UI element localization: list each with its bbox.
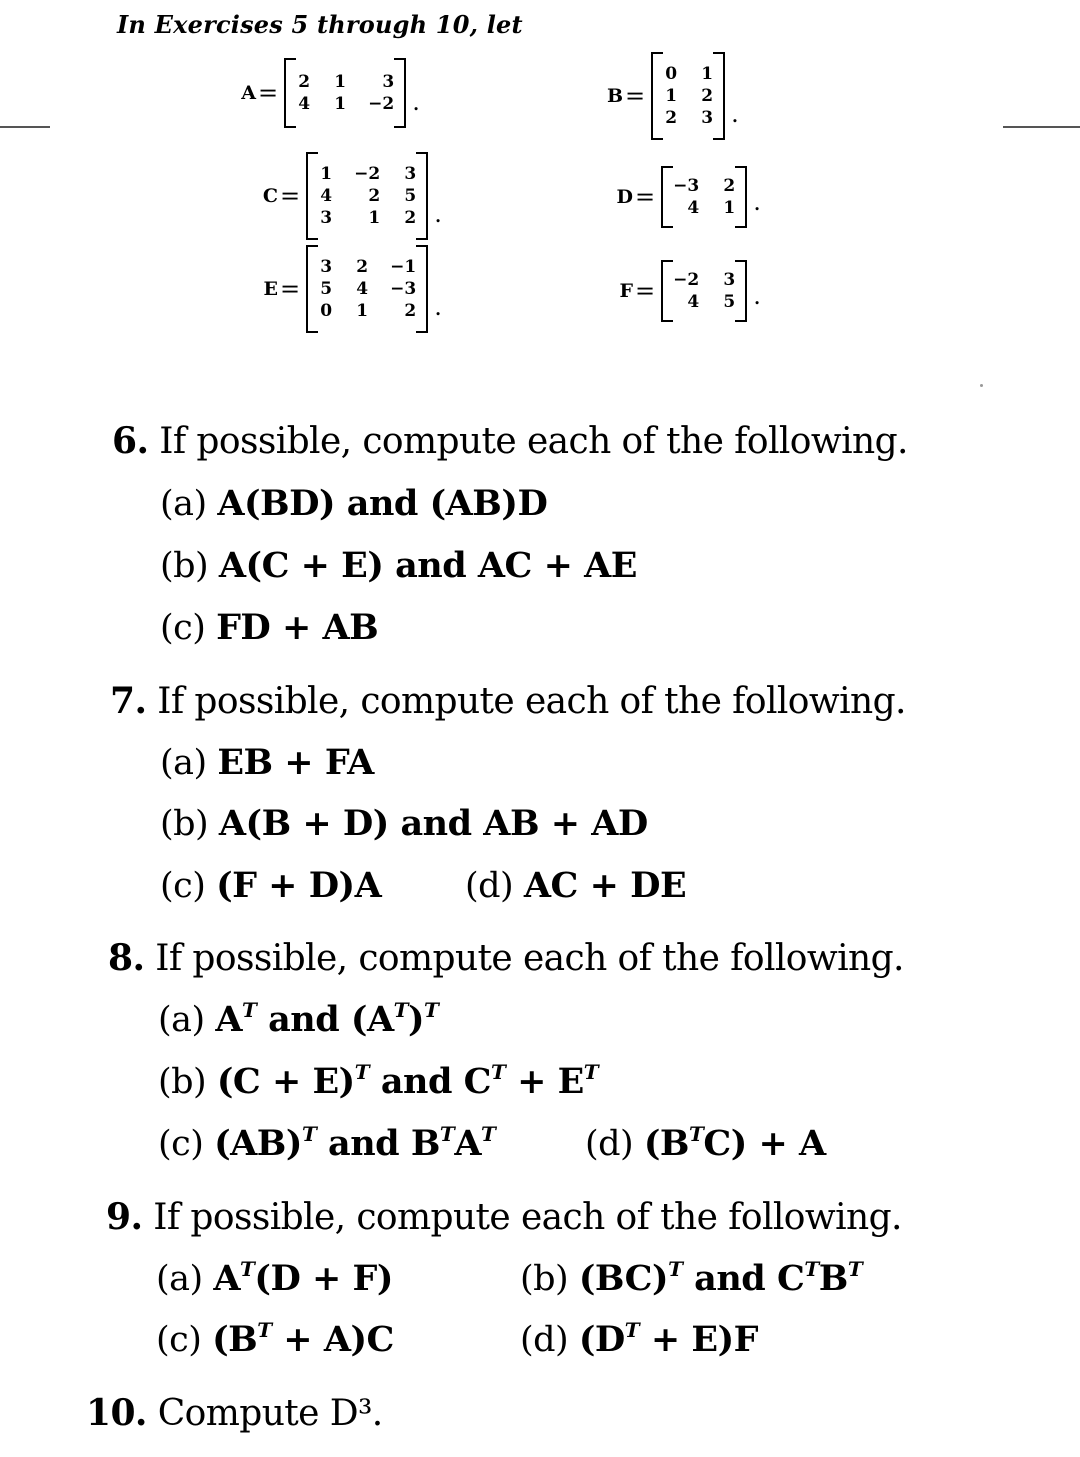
matrix-entry: 2: [701, 86, 714, 106]
matrix-body: [306, 245, 428, 333]
part-expression: A(C + E) and AC + AE: [218, 545, 637, 586]
part-expression: (AB)$^T$ and $B^TA^T$: [214, 1122, 496, 1164]
exercise-number: 8.: [108, 937, 145, 979]
exercise-text: If possible, compute each of the following.: [159, 421, 908, 462]
matrix-entry: 2: [404, 208, 417, 228]
matrix-entry: −3: [390, 279, 417, 299]
right-bracket: [735, 260, 747, 322]
matrix-body: [651, 52, 725, 140]
matrix-entry: 1: [723, 198, 736, 218]
matrix-entry: 3: [723, 270, 736, 290]
matrix-entry: 5: [320, 279, 333, 299]
matrix-a-definition: [218, 58, 420, 128]
left-bracket: [661, 166, 673, 228]
exercise-9b: [520, 1257, 862, 1299]
matrix-c-definition: [240, 152, 442, 240]
matrix-punctuation: .: [753, 282, 761, 310]
part-label: (c): [160, 866, 206, 906]
matrix-entry: 4: [320, 186, 333, 206]
matrix-name: A: [241, 82, 256, 104]
part-label: (b): [520, 1259, 569, 1299]
part-expression: $(B^TC) + A$: [643, 1122, 826, 1164]
matrix-entry: −2: [354, 164, 381, 184]
exercise-6c: [160, 607, 378, 648]
left-bracket: [306, 245, 318, 333]
matrix-b-definition: [585, 52, 739, 140]
intro-text: In Exercises 5 through 10, let: [117, 10, 523, 39]
matrix-entry: 1: [356, 301, 369, 321]
left-bracket: [661, 260, 673, 322]
matrix-punctuation: .: [731, 100, 739, 128]
exercise-7c: [160, 865, 381, 906]
exercise-9a: [156, 1257, 393, 1299]
matrix-entry: 4: [687, 198, 700, 218]
exercise-10-prompt: [86, 1392, 383, 1434]
part-label: (b): [160, 804, 209, 844]
matrix-entry: 0: [665, 64, 678, 84]
matrix-entry: −1: [390, 257, 417, 277]
part-label: (d): [585, 1124, 634, 1164]
matrix-f-definition: [595, 260, 761, 322]
matrix-entry: 2: [356, 257, 369, 277]
right-bracket: [394, 58, 406, 128]
exercise-number: 7.: [110, 680, 147, 722]
matrix-name: B: [606, 85, 623, 107]
matrix-punctuation: .: [753, 188, 761, 216]
exercise-text: If possible, compute each of the following.: [153, 1197, 902, 1238]
part-expression: $A^T(D + F)$: [213, 1257, 393, 1299]
part-label: (d): [465, 866, 514, 906]
part-label: (b): [158, 1062, 207, 1102]
matrix-name: C: [262, 185, 278, 207]
part-label: (a): [158, 1000, 205, 1040]
exercise-9c: [156, 1318, 394, 1360]
matrix-entry: 1: [334, 94, 347, 114]
exercise-8d: [585, 1122, 826, 1164]
part-label: (b): [160, 546, 209, 586]
matrix-body: [284, 58, 406, 128]
matrix-entry: 4: [298, 94, 311, 114]
part-label: (d): [520, 1320, 569, 1360]
equals-sign: =: [635, 183, 656, 211]
matrix-entry: 3: [404, 164, 417, 184]
stray-dot: [980, 384, 983, 387]
matrix-entry: 2: [298, 72, 311, 92]
exercise-6-prompt: [112, 420, 908, 462]
part-label: (c): [158, 1124, 204, 1164]
part-expression: A(BD) and (AB)D: [217, 483, 548, 524]
exercise-7b: [160, 803, 648, 844]
matrix-body: [306, 152, 428, 240]
matrix-body: [661, 166, 747, 228]
matrix-entry: 1: [320, 164, 333, 184]
exercise-9-prompt: [106, 1196, 902, 1238]
exercise-text: Compute D³.: [157, 1393, 383, 1434]
exercise-8b: [158, 1060, 598, 1102]
matrix-punctuation: .: [434, 293, 442, 321]
part-label: (c): [156, 1320, 202, 1360]
matrix-entry: −3: [673, 176, 700, 196]
part-expression: A(B + D) and AB + AD: [218, 803, 648, 844]
matrix-entry: 2: [723, 176, 736, 196]
matrix-entry: 4: [356, 279, 369, 299]
matrix-name: F: [619, 280, 633, 302]
exercise-7d: [465, 865, 686, 906]
exercise-8c: [158, 1122, 495, 1164]
part-expression: $(D^T + E)F$: [578, 1318, 758, 1360]
exercise-7-prompt: [110, 680, 906, 722]
matrix-entry: 1: [701, 64, 714, 84]
matrix-entry: 0: [320, 301, 333, 321]
matrix-entry: −2: [368, 94, 395, 114]
exercise-8a: [158, 998, 438, 1040]
exercise-text: If possible, compute each of the following.: [155, 938, 904, 979]
matrix-d-definition: [595, 166, 761, 228]
matrix-body: [661, 260, 747, 322]
matrix-entry: 3: [701, 108, 714, 128]
part-expression: EB + FA: [217, 742, 374, 783]
left-bracket: [651, 52, 663, 140]
matrix-entry: 5: [404, 186, 417, 206]
equals-sign: =: [280, 275, 301, 303]
exercise-7a: [160, 742, 374, 783]
equals-sign: =: [280, 182, 301, 210]
matrix-punctuation: .: [412, 88, 420, 116]
part-expression: (BC)$^T$ and $C^TB^T$: [578, 1257, 863, 1299]
right-bracket: [735, 166, 747, 228]
exercise-number: 10.: [86, 1392, 147, 1434]
right-rule: [1003, 126, 1080, 128]
matrix-entry: −2: [673, 270, 700, 290]
part-expression: $(B^T + A)C$: [212, 1318, 394, 1360]
matrix-entry: 3: [320, 257, 333, 277]
matrix-name: E: [263, 278, 278, 300]
part-expression: FD + AB: [216, 607, 379, 648]
exercise-9d: [520, 1318, 758, 1360]
equals-sign: =: [258, 79, 279, 107]
left-bracket: [306, 152, 318, 240]
matrix-entry: 4: [687, 292, 700, 312]
exercise-number: 6.: [112, 420, 149, 462]
part-label: (a): [160, 743, 207, 783]
part-expression: $A^T$ and $(A^T)^T$: [215, 998, 439, 1040]
matrix-entry: 3: [320, 208, 333, 228]
left-bracket: [284, 58, 296, 128]
right-bracket: [713, 52, 725, 140]
part-expression: AC + DE: [523, 865, 687, 906]
matrix-entry: 2: [404, 301, 417, 321]
part-expression: $(C + E)^T$ and $C^T + E^T$: [216, 1060, 599, 1102]
matrix-entry: 5: [723, 292, 736, 312]
part-label: (a): [160, 484, 207, 524]
right-bracket: [416, 245, 428, 333]
left-rule: [0, 126, 50, 128]
matrix-entry: 1: [334, 72, 347, 92]
equals-sign: =: [625, 82, 646, 110]
exercise-number: 9.: [106, 1196, 143, 1238]
part-label: (a): [156, 1259, 203, 1299]
matrix-entry: 2: [665, 108, 678, 128]
matrix-entry: 1: [368, 208, 381, 228]
right-bracket: [416, 152, 428, 240]
matrix-punctuation: .: [434, 200, 442, 228]
exercise-6b: [160, 545, 637, 586]
part-expression: (F + D)A: [216, 865, 382, 906]
matrix-entry: 2: [368, 186, 381, 206]
part-label: (c): [160, 608, 206, 648]
equals-sign: =: [635, 277, 656, 305]
matrix-entry: 1: [665, 86, 678, 106]
matrix-entry: 3: [382, 72, 395, 92]
exercise-8-prompt: [108, 937, 904, 979]
exercise-text: If possible, compute each of the following.: [157, 681, 906, 722]
exercise-6a: [160, 483, 547, 524]
matrix-e-definition: [240, 245, 442, 333]
matrix-name: D: [616, 186, 633, 208]
